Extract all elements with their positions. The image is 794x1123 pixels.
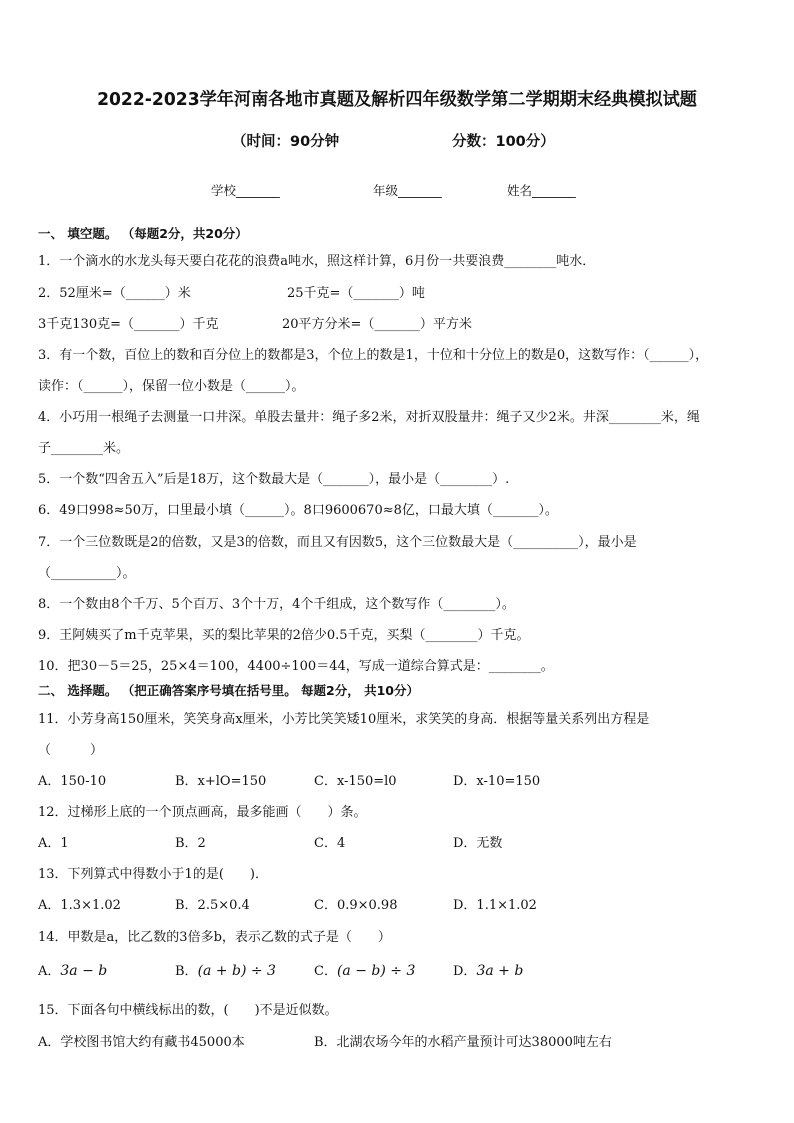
q14-a-expr: 3a − b [60,963,108,979]
section-choice: 二、 选择题。 （把正确答案序号填在括号里。 每题2分， 共10分） [38,683,420,698]
q14-option-c [314,960,415,979]
time-label: （时间：90分钟 [232,134,340,150]
question-1: 1．一个滴水的水龙头每天要白花花的浪费a吨水，照这样计算，6月份一共要浪费________吨水． [38,254,596,269]
q14-option-b [175,960,276,979]
q12-option-d: D．无数 [453,836,503,851]
question-2c: 3千克130克=（_______）千克 [38,317,219,332]
question-5: 5．一个数“四舍五入”后是18万，这个数最大是（_______），最小是（________）. [38,472,510,487]
question-2b: 25千克=（_______）吨 [287,286,425,301]
q14-c-expr: (a − b) ÷ 3 [336,963,416,979]
question-7-line2: （__________）。 [38,566,136,581]
question-7-line1: 7．一个三位数既是2的倍数，又是3的倍数，而且又有因数5，这个三位数最大是（__________），最小是 [38,535,637,550]
q11-option-d: D．x-10=150 [453,774,541,789]
question-14: 14．甲数是a，比乙数的3倍多b，表示乙数的式子是（ ） [38,930,391,945]
question-4-line2: 子________米。 [38,441,130,456]
question-11: 11．小芳身高150厘米，笑笑身高x厘米，小芳比笑笑矮10厘米，求笑笑的身高．根据等量关系列出方程是 [38,712,650,727]
score-label: 分数：100分） [452,134,555,150]
q13-option-d: D．1.1×1.02 [453,898,537,913]
question-2d: 20平方分米=（_______）平方米 [282,317,472,332]
school-field: 学校_______ [211,183,280,198]
q13-option-b: B．2.5×0.4 [175,898,250,913]
q14-a-label: A． [38,964,61,979]
question-15: 15．下面各句中横线标出的数，( )不是近似数。 [38,1003,338,1018]
question-11-paren: （ ） [38,743,104,758]
q11-option-c: C．x-150=l0 [314,774,397,789]
question-2a: 2．52厘米=（______）米 [38,286,191,301]
q15-option-b: B．北湖农场今年的水稻产量预计可达38000吨左右 [314,1035,612,1050]
name-field: 姓名_______ [507,183,576,198]
q12-option-a: A．1 [38,836,69,851]
question-6: 6．49口998≈50万，口里最小填（______）。8口9600670≈8亿，口最大填（_______）。 [38,503,558,518]
q14-b-expr: (a + b) ÷ 3 [197,963,276,979]
question-4-line1: 4．小巧用一根绳子去测量一口井深。单股去量井：绳子多2米，对折双股量井：绳子又少2米。井深________米，绳 [38,410,700,425]
question-9: 9．王阿姨买了m千克苹果，买的梨比苹果的2倍少0.5千克，买梨（________）千克。 [38,628,530,643]
q12-option-b: B．2 [175,836,206,851]
question-8: 8．一个数由8个千万、5个百万、3个十万，4个千组成，这个数写作（________）。 [38,597,515,612]
q15-option-a: A．学校图书馆大约有藏书45000本 [38,1035,245,1050]
q13-option-a: A．1.3×1.02 [38,898,121,913]
question-13: 13．下列算式中得数小于1的是( )． [38,867,268,882]
q12-option-c: C．4 [314,836,346,851]
q13-option-c: C．0.9×0.98 [314,898,398,913]
q14-option-d [453,960,523,979]
question-3-line1: 3．有一个数，百位上的数和百分位上的数都是3，个位上的数是1，十位和十分位上的数是0，这数写作：（______）， [38,348,709,363]
q14-c-label: C． [314,964,337,979]
section-fill-blank: 一、 填空题。 （每题2分，共20分） [38,226,248,241]
q11-option-b: B．x+lO=150 [175,774,267,789]
question-3-line2: 读作：（______），保留一位小数是（______）。 [38,379,305,394]
grade-field: 年级_______ [373,183,442,198]
q14-d-label: D． [453,964,477,979]
question-12: 12．过梯形上底的一个顶点画高，最多能画（ ）条。 [38,805,367,820]
exam-title: 2022-2023学年河南各地市真题及解析四年级数学第二学期期末经典模拟试题 [97,90,697,110]
q11-option-a: A．150-10 [38,774,107,789]
q14-d-expr: 3a + b [476,963,524,979]
q14-option-a [38,960,107,979]
q14-b-label: B． [175,964,198,979]
question-10: 10．把30－5＝25，25×4＝100，4400÷100＝44，写成一道综合算式是：________。 [38,659,554,674]
